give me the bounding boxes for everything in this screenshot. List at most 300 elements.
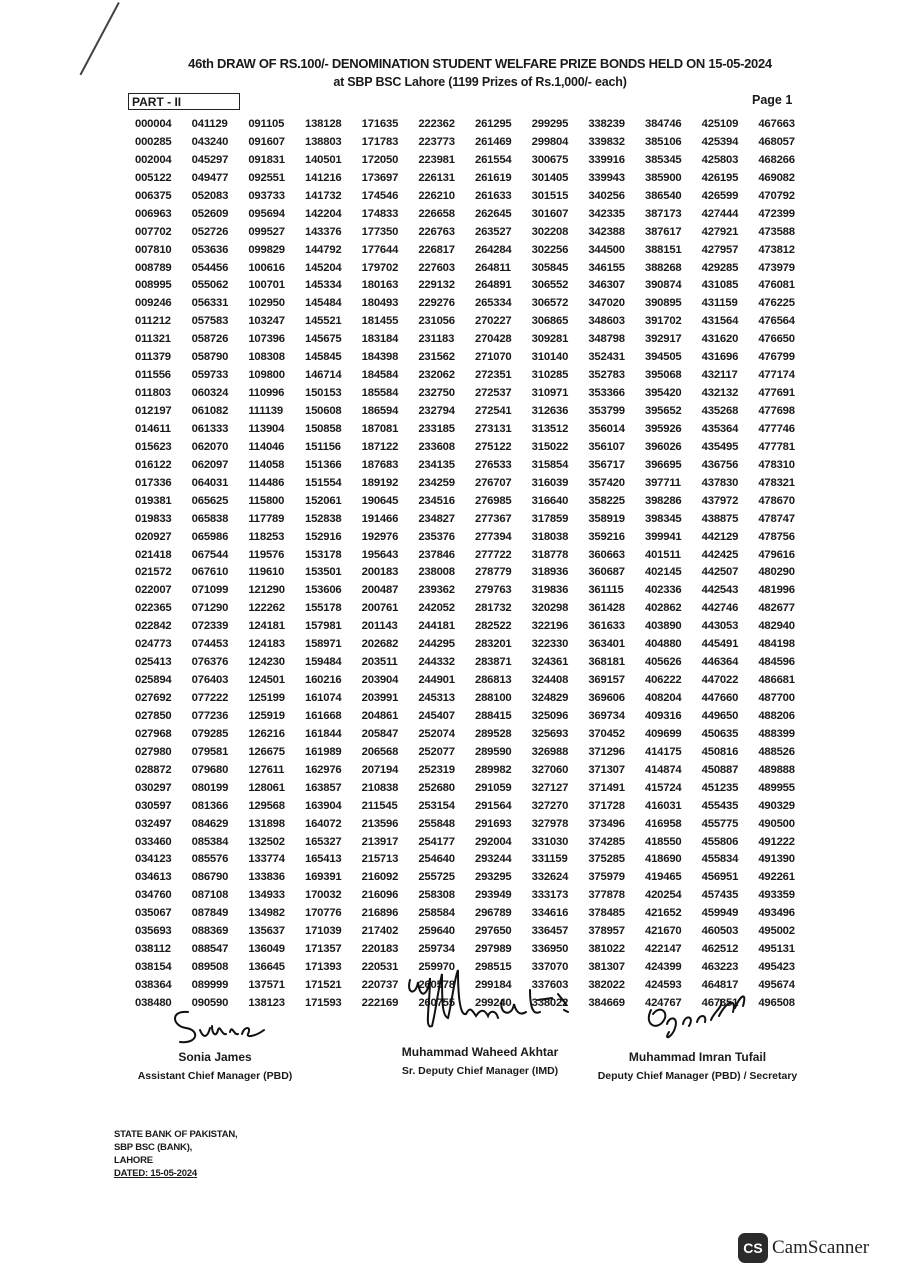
bond-number-cell: 226210 — [418, 189, 455, 202]
bond-number-cell: 356107 — [588, 440, 625, 453]
bond-number-cell: 226817 — [418, 243, 455, 256]
document-subtitle: at SBP BSC Lahore (1199 Prizes of Rs.1,000/- each) — [333, 75, 627, 89]
bond-number-cell: 227603 — [418, 261, 455, 274]
bond-number-cell: 409316 — [645, 709, 682, 722]
signature-block-1 — [130, 1000, 300, 1082]
bond-number-cell: 114058 — [248, 458, 285, 471]
bond-number-cell: 297989 — [475, 943, 512, 956]
bond-number-cell: 254640 — [418, 853, 455, 866]
bond-number-cell: 477174 — [758, 369, 795, 382]
bond-number-cell: 302208 — [531, 225, 569, 238]
bond-number-cell: 030597 — [135, 799, 172, 812]
bond-number-cell: 165413 — [305, 853, 342, 866]
bond-number-cell: 414175 — [645, 745, 682, 758]
bond-number-cell: 133774 — [248, 853, 285, 866]
bond-number-cell: 234259 — [418, 476, 455, 489]
bond-number-table — [135, 116, 815, 1013]
bond-number-cell: 232794 — [418, 405, 455, 417]
bond-number-cell: 324829 — [531, 692, 569, 704]
bond-number-cell: 016122 — [135, 458, 172, 471]
bond-number-cell: 025413 — [135, 656, 172, 669]
bond-number-cell: 369606 — [588, 692, 625, 704]
bond-number-cell: 476225 — [758, 297, 795, 310]
bond-number-cell: 132502 — [248, 835, 285, 848]
bond-number-cell: 371491 — [588, 781, 625, 794]
bond-number-cell: 252319 — [418, 763, 455, 776]
bond-number-cell: 478756 — [758, 530, 795, 543]
bond-number-cell: 259640 — [418, 925, 455, 938]
bond-number-cell: 477746 — [758, 422, 795, 435]
bond-number-cell: 030297 — [135, 781, 172, 794]
bond-number-cell: 252077 — [418, 745, 455, 758]
bond-number-cell: 309281 — [531, 333, 569, 346]
bond-number-cell: 171393 — [305, 961, 342, 974]
bond-number-cell: 292004 — [475, 835, 512, 848]
bond-number-cell: 378957 — [588, 925, 625, 938]
bond-number-cell: 260755 — [418, 996, 455, 1009]
bond-number-cell: 334616 — [531, 907, 569, 920]
bond-number-cell: 244901 — [418, 674, 455, 687]
bond-number-cell: 324408 — [531, 674, 569, 687]
bond-number-cell: 020927 — [135, 530, 172, 543]
bond-number-cell: 394505 — [645, 351, 682, 364]
bond-number-cell: 153606 — [305, 584, 342, 597]
bond-number-cell: 045297 — [191, 153, 229, 166]
bond-number-cell: 293949 — [475, 889, 512, 902]
bond-number-cell: 358919 — [588, 512, 625, 525]
bond-number-cell: 136645 — [248, 961, 285, 974]
bond-number-cell: 121290 — [248, 584, 285, 597]
bond-number-cell: 390895 — [645, 297, 682, 310]
bond-number-cell: 134982 — [248, 907, 285, 920]
bond-number-cell: 131898 — [248, 817, 285, 830]
bond-number-cell: 342335 — [588, 207, 625, 220]
bond-number-cell: 165327 — [305, 835, 342, 848]
signature-2-image — [380, 960, 580, 1045]
bond-number-cell: 289590 — [475, 745, 512, 758]
bond-number-cell: 281732 — [475, 602, 512, 615]
bond-number-cell: 234516 — [418, 494, 455, 507]
bond-number-cell: 163857 — [305, 781, 342, 794]
bond-number-cell: 482940 — [758, 620, 795, 633]
bond-number-cell: 202682 — [361, 638, 399, 651]
bond-number-cell: 216092 — [361, 871, 399, 884]
bond-number-cell: 299240 — [475, 996, 512, 1009]
bond-number-cell: 495131 — [758, 943, 795, 956]
bond-number-cell: 478670 — [758, 494, 795, 507]
bond-number-cell: 313512 — [531, 422, 569, 435]
bond-number-cell: 095694 — [248, 207, 285, 220]
bond-number-cell: 387617 — [645, 225, 682, 238]
bond-number-cell: 342388 — [588, 225, 625, 238]
bond-number-cell: 065838 — [191, 512, 229, 525]
bond-number-cell: 152838 — [305, 512, 342, 525]
bond-number-cell: 450887 — [701, 763, 739, 776]
bond-number-cell: 384746 — [645, 118, 682, 130]
bond-number-cell: 381022 — [588, 943, 625, 956]
bond-number-cell: 021572 — [135, 566, 172, 579]
bond-number-cell: 488526 — [758, 745, 795, 758]
bond-number-cell: 356717 — [588, 458, 625, 471]
bond-number-cell: 191466 — [361, 512, 399, 525]
bond-number-cell: 396695 — [645, 458, 682, 471]
bond-number-cell: 405626 — [645, 656, 682, 669]
bond-number-cell: 387173 — [645, 207, 682, 220]
bond-number-cell: 019833 — [135, 512, 172, 525]
bond-number-cell: 338239 — [588, 118, 625, 130]
bond-number-cell: 377878 — [588, 889, 625, 902]
bond-number-cell: 204861 — [361, 709, 399, 722]
bond-number-cell: 150858 — [305, 422, 342, 435]
bond-number-cell: 164072 — [305, 817, 342, 830]
bond-number-cell: 226131 — [418, 171, 455, 184]
bond-number-cell: 455775 — [701, 817, 739, 830]
bond-number-cell: 488206 — [758, 709, 795, 722]
bond-number-cell: 025894 — [135, 674, 172, 687]
bond-number-cell: 455834 — [701, 853, 739, 866]
bond-number-cell: 252074 — [418, 727, 455, 740]
bond-number-cell: 244181 — [418, 620, 455, 633]
bond-number-cell: 277394 — [475, 530, 512, 543]
bond-number-cell: 339832 — [588, 135, 625, 148]
bond-number-cell: 074453 — [191, 638, 229, 651]
bond-number-cell: 217402 — [361, 925, 399, 938]
bond-number-cell: 291059 — [475, 781, 512, 794]
bond-number-cell: 229132 — [418, 279, 455, 292]
bond-number-cell: 477781 — [758, 440, 795, 453]
bond-number-cell: 464817 — [701, 979, 739, 991]
bond-number-cell: 054456 — [191, 261, 229, 274]
bond-number-cell: 093733 — [248, 189, 285, 202]
bond-number-cell: 177644 — [361, 243, 399, 256]
bond-number-cell: 446364 — [701, 656, 739, 669]
bond-number-cell: 242052 — [418, 602, 455, 615]
bond-number-cell: 254177 — [418, 835, 455, 848]
bond-number-cell: 477698 — [758, 405, 795, 417]
bond-number-cell: 052083 — [191, 189, 229, 202]
bond-number-cell: 478321 — [758, 476, 795, 489]
bond-number-cell: 071290 — [191, 602, 229, 615]
bond-number-cell: 449650 — [701, 709, 739, 722]
bond-number-cell: 360687 — [588, 566, 625, 579]
bond-number-cell: 352431 — [588, 351, 625, 364]
bond-number-cell: 260578 — [418, 979, 455, 991]
bond-number-cell: 059733 — [191, 369, 229, 382]
bond-number-cell: 272541 — [475, 405, 512, 417]
bond-number-cell: 456951 — [701, 871, 739, 884]
bond-number-cell: 081366 — [191, 799, 229, 812]
bond-number-cell: 406222 — [645, 674, 682, 687]
bond-number-cell: 043240 — [191, 135, 229, 148]
bond-number-cell: 392917 — [645, 333, 682, 346]
bond-number-cell: 203511 — [361, 656, 398, 669]
bond-number-cell: 171357 — [305, 943, 342, 956]
bond-number-cell: 079680 — [191, 763, 229, 776]
bond-number-cell: 264811 — [475, 261, 511, 274]
bond-number-cell: 011321 — [135, 333, 171, 346]
bond-number-cell: 425803 — [701, 153, 739, 166]
bond-number-cell: 141732 — [305, 189, 342, 202]
bond-number-cell: 270227 — [475, 315, 512, 328]
bond-number-cell: 179702 — [361, 261, 399, 274]
bond-number-cell: 479616 — [758, 548, 795, 561]
bond-number-cell: 332624 — [531, 871, 569, 884]
bond-number-cell: 408204 — [645, 692, 682, 704]
bond-number-cell: 425109 — [701, 118, 739, 130]
bond-number-cell: 336457 — [531, 925, 569, 938]
bond-number-cell: 388151 — [645, 243, 682, 256]
bond-number-cell: 492261 — [758, 871, 795, 884]
bond-number-cell: 414874 — [645, 763, 682, 776]
bond-number-cell: 005122 — [135, 171, 172, 184]
bond-number-cell: 216096 — [361, 889, 399, 902]
bond-number-cell: 275122 — [475, 440, 512, 453]
bond-number-cell: 442507 — [701, 566, 739, 579]
bond-number-cell: 034760 — [135, 889, 172, 902]
bond-number-cell: 318038 — [531, 530, 569, 543]
bond-number-cell: 271070 — [475, 351, 512, 364]
bond-number-cell: 145845 — [305, 351, 342, 364]
bond-number-cell: 401511 — [645, 548, 681, 561]
bond-number-cell: 177350 — [361, 225, 399, 238]
bond-number-cell: 386540 — [645, 189, 682, 202]
signature-block-3 — [585, 980, 810, 1082]
bond-number-cell: 210838 — [361, 781, 399, 794]
bond-number-cell: 447022 — [701, 674, 739, 687]
signatory-2-name: Muhammad Waheed Akhtar — [401, 1045, 559, 1059]
bond-number-cell: 055062 — [191, 279, 229, 292]
bond-number-cell: 424767 — [645, 996, 682, 1009]
bond-number-cell: 015623 — [135, 440, 172, 453]
bond-number-cell: 067610 — [191, 566, 229, 579]
bond-number-cell: 092551 — [248, 171, 285, 184]
bond-number-cell: 278779 — [475, 566, 512, 579]
bond-number-cell: 099527 — [248, 225, 285, 238]
bond-number-cell: 337070 — [531, 961, 569, 974]
bond-number-cell: 395926 — [645, 422, 682, 435]
bond-number-cell: 398345 — [645, 512, 682, 525]
bond-number-cell: 038364 — [135, 979, 172, 991]
bond-number-cell: 322330 — [531, 638, 569, 651]
bond-number-cell: 299184 — [475, 979, 512, 991]
bond-number-cell: 151554 — [305, 476, 342, 489]
bond-number-cell: 158971 — [305, 638, 342, 651]
bond-number-cell: 312636 — [531, 405, 569, 417]
bond-number-cell: 462512 — [701, 943, 739, 956]
bond-number-cell: 017336 — [135, 476, 172, 489]
bond-number-cell: 150153 — [305, 387, 342, 400]
bond-number-cell: 299804 — [531, 135, 569, 148]
bond-number-cell: 476799 — [758, 351, 795, 364]
page-number: Page 1 — [752, 93, 793, 107]
bond-number-cell: 114046 — [248, 440, 285, 453]
bond-number-cell: 421652 — [645, 907, 682, 920]
bond-number-cell: 371728 — [588, 799, 625, 812]
signatory-3-role: Deputy Chief Manager (PBD) / Secretary — [597, 1070, 798, 1082]
bond-number-cell: 223981 — [418, 153, 455, 166]
bond-number-cell: 258308 — [418, 889, 455, 902]
bond-number-cell: 300675 — [531, 153, 569, 166]
bond-number-cell: 245313 — [418, 692, 455, 704]
bond-number-cell: 442129 — [701, 530, 739, 543]
bond-number-cell: 420254 — [645, 889, 682, 902]
issuer-line-1: STATE BANK OF PAKISTAN, — [114, 1129, 238, 1140]
bond-number-cell: 140501 — [305, 153, 342, 166]
bond-number-cell: 318778 — [531, 548, 569, 561]
bond-number-cell: 160216 — [305, 674, 342, 687]
bond-number-cell: 137571 — [248, 979, 285, 991]
bond-number-cell: 061333 — [191, 422, 229, 435]
bond-number-cell: 232062 — [418, 369, 455, 382]
bond-number-cell: 395420 — [645, 387, 682, 400]
bond-number-cell: 346155 — [588, 261, 625, 274]
bond-number-cell: 327060 — [531, 763, 569, 776]
bond-number-cell: 203991 — [361, 692, 399, 704]
bond-number-cell: 145334 — [305, 279, 342, 292]
bond-number-cell: 496508 — [758, 996, 795, 1009]
bond-number-cell: 270428 — [475, 333, 512, 346]
bond-number-cell: 325096 — [531, 709, 569, 722]
bond-number-cell: 170032 — [305, 889, 342, 902]
bond-number-cell: 395652 — [645, 405, 682, 417]
bond-number-cell: 431085 — [701, 279, 739, 292]
bond-number-cell: 061082 — [191, 405, 229, 417]
bond-number-cell: 480290 — [758, 566, 795, 579]
bond-number-cell: 476081 — [758, 279, 795, 292]
bond-number-cell: 467663 — [758, 118, 795, 130]
bond-number-cell: 431159 — [701, 297, 738, 310]
bond-number-cell: 272537 — [475, 387, 512, 400]
bond-number-cell: 404880 — [645, 638, 682, 651]
bond-number-cell: 077222 — [191, 692, 229, 704]
bond-number-cell: 255848 — [418, 817, 455, 830]
bond-number-cell: 489888 — [758, 763, 795, 776]
bond-number-cell: 478310 — [758, 458, 795, 471]
bond-number-cell: 481996 — [758, 584, 795, 597]
bond-number-cell: 360663 — [588, 548, 625, 561]
bond-number-cell: 006375 — [135, 189, 172, 202]
bond-number-cell: 226658 — [418, 207, 455, 220]
bond-number-cell: 315022 — [531, 440, 569, 453]
bond-number-cell: 161074 — [305, 692, 342, 704]
bond-number-cell: 336950 — [531, 943, 569, 956]
bond-number-cell: 090590 — [191, 996, 229, 1009]
bond-number-cell: 065625 — [191, 494, 229, 507]
bond-number-cell: 102950 — [248, 297, 285, 310]
bond-number-cell: 352783 — [588, 369, 625, 382]
bond-number-cell: 138803 — [305, 135, 342, 148]
bond-number-cell: 127611 — [248, 763, 285, 776]
bond-number-cell: 288100 — [475, 692, 512, 704]
bond-number-cell: 443053 — [701, 620, 739, 633]
bond-number-cell: 107396 — [248, 333, 285, 346]
bond-number-cell: 327978 — [531, 817, 569, 830]
bond-number-cell: 385345 — [645, 153, 682, 166]
bond-number-cell: 261554 — [475, 153, 512, 166]
bond-number-cell: 451235 — [701, 781, 739, 794]
bond-number-cell: 277722 — [475, 548, 512, 561]
bond-number-cell: 038154 — [135, 961, 172, 974]
bond-number-cell: 391702 — [645, 315, 682, 328]
bond-number-cell: 135637 — [248, 925, 285, 938]
bond-number-cell: 189192 — [361, 476, 399, 489]
bond-number-cell: 233185 — [418, 422, 455, 435]
bond-number-cell: 424399 — [645, 961, 682, 974]
bond-number-cell: 000004 — [135, 118, 172, 130]
bond-number-cell: 470792 — [758, 189, 795, 202]
bond-number-cell: 490329 — [758, 799, 795, 812]
bond-number-cell: 279763 — [475, 584, 512, 597]
bond-number-cell: 151156 — [305, 440, 341, 453]
bond-number-cell: 122262 — [248, 602, 285, 615]
bond-number-cell: 181455 — [361, 315, 399, 328]
bond-number-cell: 493496 — [758, 907, 795, 920]
bond-number-cell: 369734 — [588, 709, 625, 722]
bond-number-cell: 261295 — [475, 118, 512, 130]
bond-number-cell: 286813 — [475, 674, 512, 687]
bond-number-cell: 276707 — [475, 476, 512, 489]
bond-number-cell: 180493 — [361, 297, 399, 310]
bond-number-cell: 124230 — [248, 656, 285, 669]
bond-number-cell: 244332 — [418, 656, 455, 669]
bond-number-cell: 170776 — [305, 907, 342, 920]
bond-number-cell: 110996 — [248, 387, 285, 400]
bond-number-cell: 255725 — [418, 871, 455, 884]
bond-number-cell: 432117 — [701, 369, 738, 382]
bond-number-cell: 291564 — [475, 799, 512, 812]
bond-number-cell: 027850 — [135, 709, 172, 722]
bond-number-cell: 119576 — [248, 548, 285, 561]
bond-number-cell: 437830 — [701, 476, 739, 489]
bond-number-cell: 183184 — [361, 333, 399, 346]
bond-number-cell: 273131 — [475, 422, 512, 435]
bond-number-cell: 436756 — [701, 458, 739, 471]
bond-number-cell: 463223 — [701, 961, 739, 974]
issuer-line-2: SBP BSC (BANK), — [114, 1142, 193, 1153]
bond-number-cell: 185584 — [361, 387, 399, 400]
bond-number-cell: 226763 — [418, 225, 455, 238]
bond-number-cell: 427921 — [701, 225, 739, 238]
bond-number-cell: 361428 — [588, 602, 625, 615]
bond-number-cell: 133836 — [248, 871, 285, 884]
bond-number-cell: 128061 — [248, 781, 285, 794]
bond-number-cell: 108308 — [248, 351, 285, 364]
bond-number-cell: 115800 — [248, 494, 285, 507]
bond-number-cell: 344500 — [588, 243, 625, 256]
bond-number-cell: 151366 — [305, 458, 342, 471]
bond-number-cell: 316640 — [531, 494, 569, 507]
bond-number-cell: 442543 — [701, 584, 739, 597]
bond-number-cell: 161844 — [305, 727, 342, 740]
bond-number-cell: 331030 — [531, 835, 569, 848]
bond-number-cell: 062070 — [191, 440, 229, 453]
bond-number-cell: 478747 — [758, 512, 795, 525]
bond-number-cell: 373496 — [588, 817, 625, 830]
bond-number-cell: 435364 — [701, 422, 739, 435]
bond-number-cell: 021418 — [135, 548, 172, 561]
bond-number-cell: 007702 — [135, 225, 172, 238]
bond-number-cell: 468266 — [758, 153, 795, 166]
bond-number-cell: 220183 — [361, 943, 399, 956]
bond-number-cell: 174833 — [361, 207, 399, 220]
bond-number-cell: 244295 — [418, 638, 455, 651]
bond-number-cell: 235376 — [418, 530, 455, 543]
bond-number-cell: 091831 — [248, 153, 285, 166]
bond-number-cell: 085576 — [191, 853, 229, 866]
bond-number-cell: 450635 — [701, 727, 739, 740]
bond-number-cell: 109800 — [248, 369, 285, 382]
bond-number-cell: 011379 — [135, 351, 171, 364]
